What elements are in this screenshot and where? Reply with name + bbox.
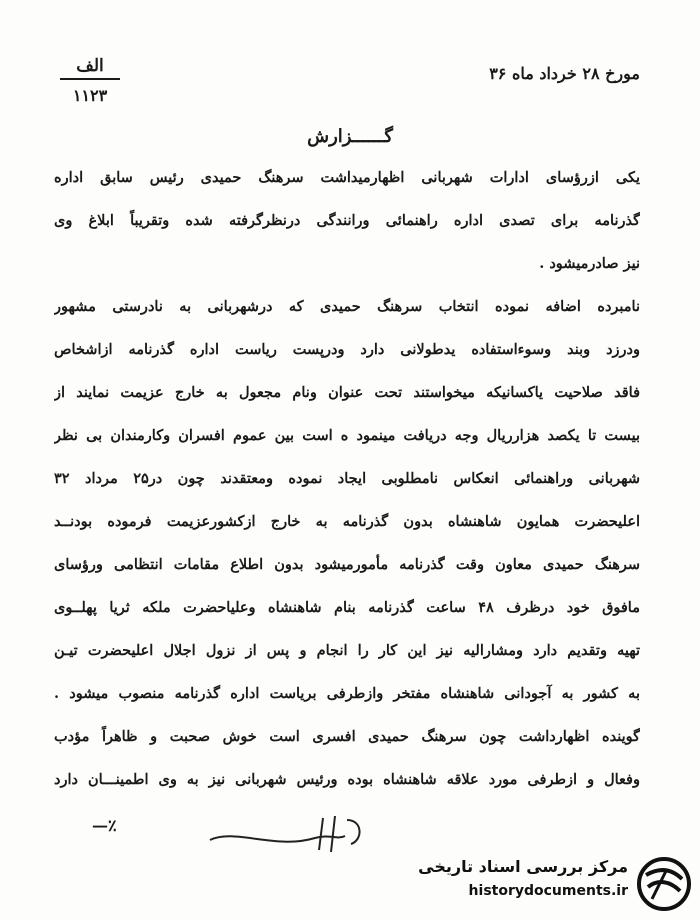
body-line: بیست تا یکصد هزارریال وجه دریافت مینمود ه است بین عموم افسران وکارمندان بی نظر — [54, 427, 640, 444]
document-body — [54, 160, 640, 805]
watermark-url: historydocuments.ir — [468, 883, 628, 899]
document-date: مورخ ۲۸ خرداد ماه ۳۶ — [489, 64, 640, 83]
footer-mark: —٪ — [92, 816, 117, 835]
body-line: فاقد صلاحیت یاکسانیکه میخواستند تحت عنوان ونام مجعول به خارج عزیمت نمایند از — [54, 384, 640, 401]
body-line: مافوق خود درظرف ۴۸ ساعت گذرنامه بنام شاهنشاه وعلیاحضرت ملکه ثریا پهلــوی — [54, 599, 640, 616]
reference-series: الف — [60, 56, 120, 80]
document-title: گــــــزارش — [307, 126, 393, 147]
body-line: یکی ازرؤسای ادارات شهربانی اظهارمیداشت سرهنگ حمیدی رئیس سابق اداره — [54, 169, 640, 186]
body-line: سرهنگ حمیدی معاون وقت گذرنامه مأمورمیشود بدون اطلاع مقامات انتظامی ورؤسای — [54, 556, 640, 573]
reference-number: ۱۱۲۳ — [72, 86, 108, 105]
body-line: به کشور به آجودانی شاهنشاه مفتخر وازطرفی بریاست اداره گذرنامه منصوب میشود . — [54, 685, 640, 702]
body-line: شهربانی وراهنمائی انعکاس نامطلوبی ایجاد نموده ومعتقدند چون در۲۵ مرداد ۳۲ — [54, 470, 640, 487]
body-line: تهیه وتقدیم دارد ومشارالیه نیز این کار را انجام و پس از نزول اجلال اعلیحضرت تیـن — [54, 642, 640, 659]
body-line: ودرزد وبند وسوءاستفاده یدطولانی دارد ودرپست ریاست اداره گذرنامه ازاشخاص — [54, 341, 640, 358]
handwritten-signature — [205, 810, 375, 860]
body-line: اعلیحضرت همایون شاهنشاه بدون گذرنامه به خارج ازکشورعزیمت فرموده بودنــد — [54, 513, 640, 530]
body-line: وفعال و ازطرفی مورد علاقه شاهنشاه بوده ورئیس شهربانی نیز به وی اطمینـــان دارد — [54, 771, 640, 788]
watermark-title: مرکز بررسی اسناد تاریخی — [418, 857, 628, 876]
body-line: نیز صادرمیشود . — [539, 255, 640, 272]
body-line: نامبرده اضافه نموده انتخاب سرهنگ حمیدی که درشهربانی به نادرستی مشهور — [54, 298, 640, 315]
body-line: گوینده اظهارداشت چون سرهنگ حمیدی افسری است خوش صحبت و ظاهراً مؤدب — [54, 728, 640, 745]
body-line: گذرنامه برای تصدی اداره راهنمائی ورانندگی درنظرگرفته شده وتقریباً ابلاغ وی — [54, 212, 640, 229]
archive-logo-icon — [636, 857, 692, 911]
archive-watermark — [400, 853, 692, 913]
document-reference — [60, 56, 120, 105]
